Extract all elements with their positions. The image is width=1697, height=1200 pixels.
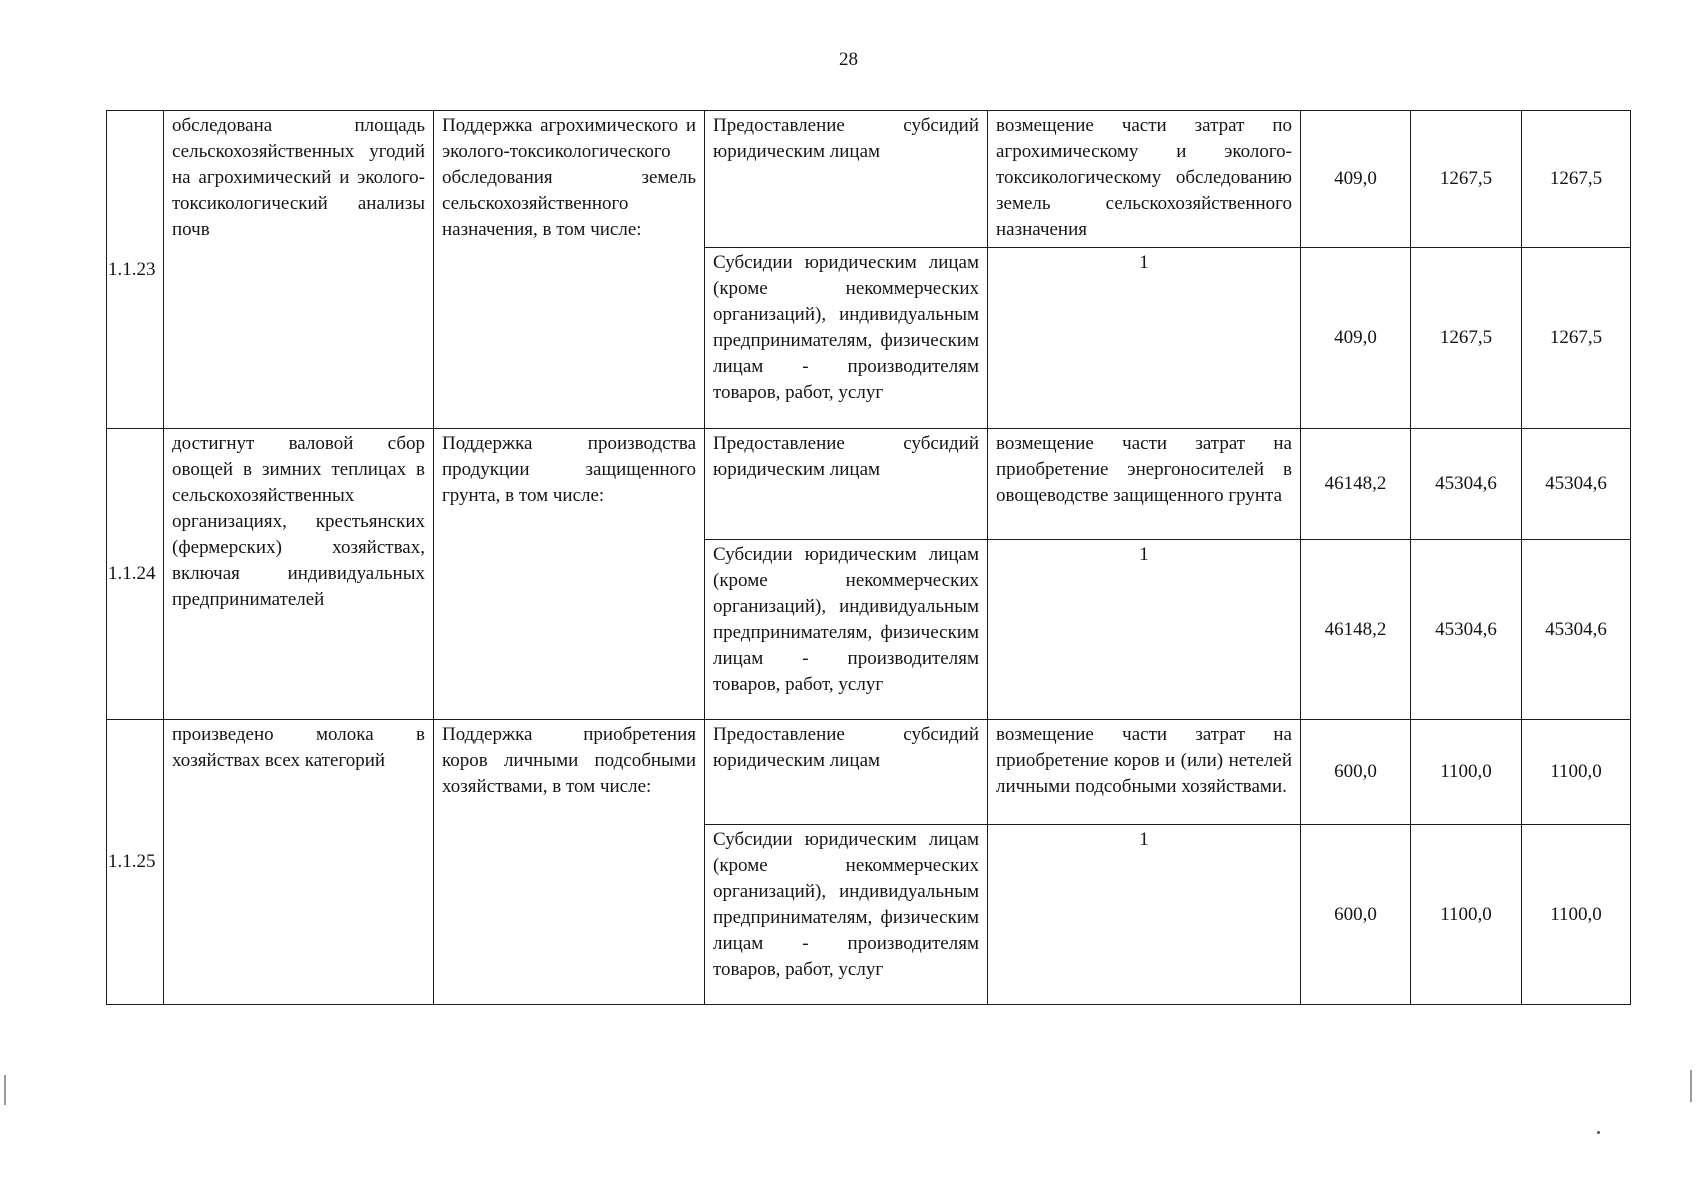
value-year-3: 1100,0 [1522,720,1631,825]
value-year-2: 1267,5 [1411,248,1522,429]
result-indicator: произведено молока в хозяйствах всех категорий [164,720,434,1005]
value-year-3: 1267,5 [1522,111,1631,248]
value-year-3: 45304,6 [1522,429,1631,540]
support-purpose: 1 [988,248,1301,429]
result-indicator: достигнут валовой сбор овощей в зимних теплицах в сельскохозяйственных организациях, крестьянских (фермерских) хозяйствах, включая индивидуальных предпринимателей [164,429,434,720]
support-measure: Поддержка производства продукции защищенного грунта, в том числе: [434,429,705,720]
row-code: 1.1.24 [107,429,164,720]
support-purpose: 1 [988,540,1301,720]
result-indicator: обследована площадь сельскохозяйственных угодий на агрохимический и эколого-токсикологический анализы почв [164,111,434,429]
support-purpose: возмещение части затрат по агрохимическому и эколого-токсикологическому обследованию земель сельскохозяйственного назначения [988,111,1301,248]
value-year-1: 600,0 [1301,720,1411,825]
value-year-2: 45304,6 [1411,540,1522,720]
left-margin-mark [4,1075,6,1105]
table-row [107,429,1631,540]
page-number: 28 [839,49,858,70]
row-code: 1.1.25 [107,720,164,1005]
value-year-2: 1100,0 [1411,825,1522,1005]
scan-dot [1597,1131,1600,1134]
value-year-2: 1267,5 [1411,111,1522,248]
support-form: Субсидии юридическим лицам (кроме некоммерческих организаций), индивидуальным предпринимателям, физическим лицам - производителям товаров, работ, услуг [705,540,988,720]
right-margin-mark [1690,1070,1692,1102]
value-year-2: 1100,0 [1411,720,1522,825]
value-year-1: 409,0 [1301,248,1411,429]
support-measure: Поддержка приобретения коров личными подсобными хозяйствами, в том числе: [434,720,705,1005]
support-measure: Поддержка агрохимического и эколого-токсикологического обследования земель сельскохозяйственного назначения, в том числе: [434,111,705,429]
value-year-1: 46148,2 [1301,540,1411,720]
subsidy-table [106,110,1631,1005]
support-form: Предоставление субсидий юридическим лицам [705,429,988,540]
value-year-1: 46148,2 [1301,429,1411,540]
table-row [107,111,1631,248]
support-form: Субсидии юридическим лицам (кроме некоммерческих организаций), индивидуальным предпринимателям, физическим лицам - производителям товаров, работ, услуг [705,825,988,1005]
value-year-3: 1267,5 [1522,248,1631,429]
support-purpose: возмещение части затрат на приобретение энергоносителей в овощеводстве защищенного грунта [988,429,1301,540]
support-purpose: 1 [988,825,1301,1005]
value-year-1: 409,0 [1301,111,1411,248]
support-form: Предоставление субсидий юридическим лицам [705,720,988,825]
support-form: Предоставление субсидий юридическим лицам [705,111,988,248]
value-year-3: 1100,0 [1522,825,1631,1005]
value-year-2: 45304,6 [1411,429,1522,540]
value-year-3: 45304,6 [1522,540,1631,720]
value-year-1: 600,0 [1301,825,1411,1005]
support-purpose: возмещение части затрат на приобретение коров и (или) нетелей личными подсобными хозяйствами. [988,720,1301,825]
support-form: Субсидии юридическим лицам (кроме некоммерческих организаций), индивидуальным предпринимателям, физическим лицам - производителям товаров, работ, услуг [705,248,988,429]
row-code: 1.1.23 [107,111,164,429]
table-row [107,720,1631,825]
